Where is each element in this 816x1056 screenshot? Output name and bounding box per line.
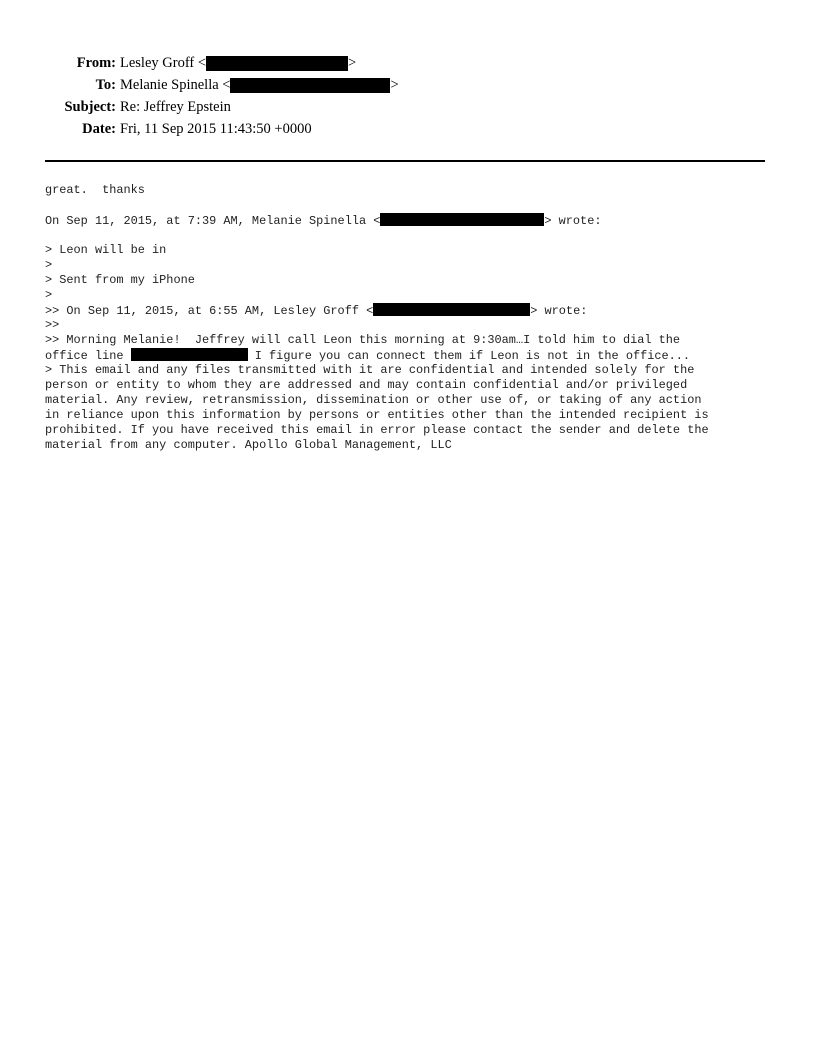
quote-header-2-prefix: >> On Sep 11, 2015, at 6:55 AM, Lesley Groff < — [45, 304, 374, 318]
quoted-line: > Sent from my iPhone — [45, 273, 195, 287]
date-value: Fri, 11 Sep 2015 11:43:50 +0000 — [120, 121, 312, 137]
to-value — [120, 74, 399, 96]
subject-row — [0, 96, 399, 118]
redaction-box — [380, 213, 544, 226]
disclaimer-line: person or entity to whom they are addressed and may contain confidential and/or privileged — [45, 378, 688, 392]
office-line-prefix: office line — [45, 349, 131, 363]
disclaimer-line: prohibited. If you have received this email in error please contact the sender and delete the — [45, 423, 709, 437]
office-line-suffix: I figure you can connect them if Leon is not in the office... — [247, 349, 691, 363]
redaction-box — [206, 56, 348, 71]
blank-line — [45, 198, 785, 213]
date-row — [0, 118, 399, 140]
subject-label: Subject: — [64, 99, 116, 115]
disclaimer-line: material. Any review, retransmission, dissemination or other use of, or taking of any action — [45, 393, 702, 407]
blank-line — [45, 228, 785, 243]
from-close: > — [348, 55, 357, 71]
quoted-line: >> — [45, 318, 60, 332]
redaction-box — [373, 303, 530, 316]
to-name: Melanie Spinella < — [120, 77, 231, 93]
email-body — [45, 183, 785, 453]
quoted-line: > — [45, 288, 53, 302]
quote-header-1 — [45, 213, 785, 228]
quoted-line: > Leon will be in — [45, 243, 167, 257]
quoted-line: > — [45, 258, 53, 272]
to-label: To: — [95, 77, 116, 93]
from-value — [120, 52, 356, 74]
greeting-line: great. thanks — [45, 183, 145, 197]
from-name: Lesley Groff < — [120, 55, 207, 71]
disclaimer-line: material from any computer. Apollo Global Management, LLC — [45, 438, 452, 452]
to-close: > — [390, 77, 399, 93]
quoted-line: >> Morning Melanie! Jeffrey will call Leon this morning at 9:30am…I told him to dial the — [45, 333, 681, 347]
quote-header-1-prefix: On Sep 11, 2015, at 7:39 AM, Melanie Spinella < — [45, 214, 381, 228]
quote-header-1-suffix: > wrote: — [544, 214, 602, 228]
header-divider — [45, 160, 765, 162]
to-row — [0, 74, 399, 96]
from-row — [0, 52, 399, 74]
disclaimer-line: in reliance upon this information by persons or entities other than the intended recipient is — [45, 408, 709, 422]
redaction-box — [131, 348, 248, 361]
disclaimer-line: > This email and any files transmitted with it are confidential and intended solely for the — [45, 363, 695, 377]
quote-header-2-suffix: > wrote: — [530, 304, 588, 318]
from-label: From: — [76, 55, 116, 71]
email-header — [0, 52, 399, 140]
quote-header-2 — [45, 303, 785, 318]
redaction-box — [230, 78, 390, 93]
date-label: Date: — [82, 121, 116, 137]
subject-value: Re: Jeffrey Epstein — [120, 99, 231, 115]
office-line — [45, 348, 785, 363]
